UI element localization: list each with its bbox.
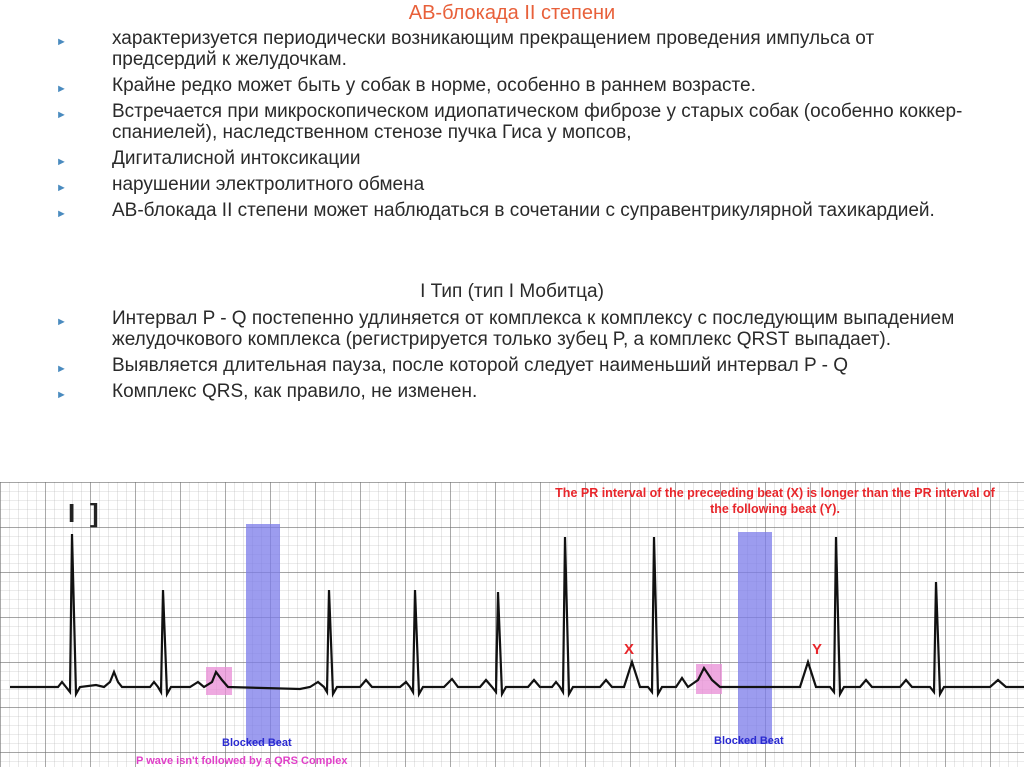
slide-title: АВ-блокада II степени (408, 2, 616, 24)
triangle-bullet-icon: ► (56, 156, 67, 168)
bullet-text: Комплекс QRS, как правило, не изменен. (112, 381, 478, 402)
blocked-beat-highlight (738, 532, 772, 744)
bullet-text: АВ-блокада II степени может наблюдаться в сочетании с суправентрикулярной тахикардией. (112, 200, 935, 221)
pr-interval-annotation-box (555, 485, 995, 533)
bullet-item (56, 75, 976, 96)
bullet-item (56, 28, 976, 70)
triangle-bullet-icon: ► (56, 182, 67, 194)
bullet-text: Крайне редко может быть у собак в норме, особенно в раннем возрасте. (112, 75, 756, 96)
ecg-strip (0, 482, 1024, 767)
marker-y: Y (812, 641, 823, 658)
triangle-bullet-icon: ► (56, 363, 67, 375)
marker-x: X (624, 641, 635, 658)
bullet-item (56, 308, 976, 350)
ecg-lead-label: I (68, 498, 76, 528)
bullet-item (56, 381, 976, 402)
bullet-text: нарушении электролитного обмена (112, 174, 425, 195)
triangle-bullet-icon: ► (56, 109, 67, 121)
ecg-lead-bracket: ] (90, 498, 99, 528)
bullet-item (56, 200, 976, 221)
bullet-item (56, 174, 976, 195)
p-wave-note: P wave isn't followed by a QRS Complex (136, 755, 348, 767)
section-subtitle: I Тип (тип I Мобитца) (420, 281, 604, 302)
bullet-list-top (56, 28, 976, 226)
bullet-item (56, 101, 976, 143)
bullet-text: Интервал P - Q постепенно удлиняется от комплекса к комплексу с последующим выпадением желудочкового комплекса (регистрируется только зубец P, а комплекс QRST выпадает). (112, 308, 955, 350)
bullet-item (56, 355, 976, 376)
bullet-item (56, 148, 976, 169)
triangle-bullet-icon: ► (56, 36, 67, 48)
bullet-text: Выявляется длительная пауза, после которой следует наименьший интервал P - Q (112, 355, 848, 376)
bullet-text: Встречается при микроскопическом идиопатическом фиброзе у старых собак (особенно коккер-спаниелей), наследственном стенозе пучка Гиса у мопсов, (112, 101, 963, 143)
bullet-text: характеризуется периодически возникающим прекращением проведения импульса от предсердий к желудочкам. (112, 28, 875, 70)
blocked-beat-label: Blocked Beat (714, 735, 784, 747)
blocked-beat-highlight (246, 524, 280, 744)
triangle-bullet-icon: ► (56, 316, 67, 328)
pr-interval-annotation: The PR interval of the preceeding beat (X) is longer than the PR interval of the following beat (Y). (555, 486, 995, 516)
bullet-list-bottom (56, 308, 976, 407)
triangle-bullet-icon: ► (56, 389, 67, 401)
triangle-bullet-icon: ► (56, 208, 67, 220)
blocked-beat-label: Blocked Beat (222, 737, 292, 749)
triangle-bullet-icon: ► (56, 83, 67, 95)
bullet-text: Дигиталисной интоксикации (112, 148, 361, 169)
p-wave-highlight (206, 667, 232, 695)
p-wave-highlight (696, 664, 722, 694)
